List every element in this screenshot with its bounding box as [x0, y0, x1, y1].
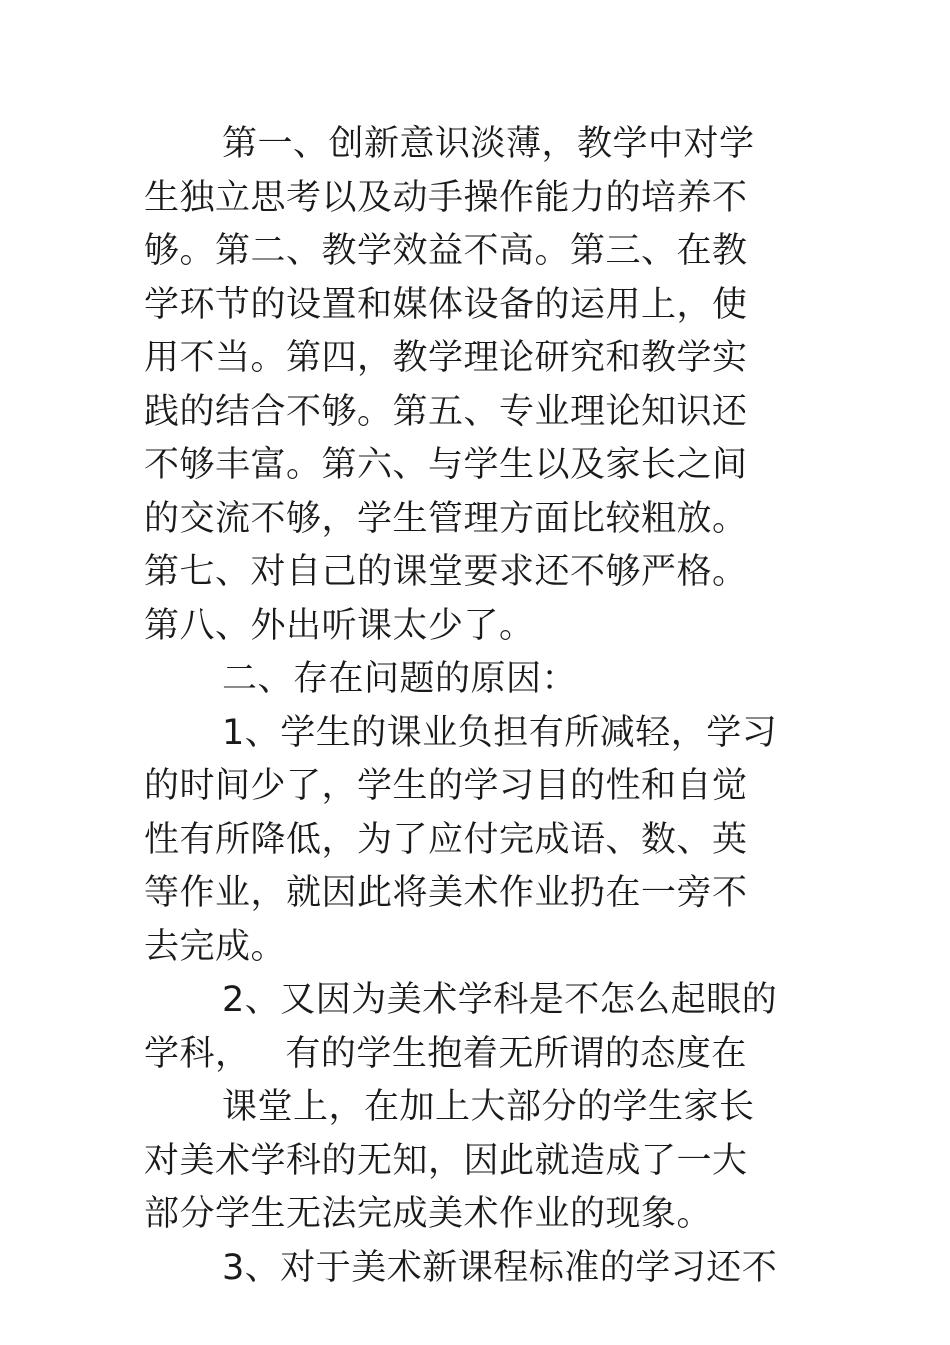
text-line: 践的结合不够。第五、专业理论知识还: [144, 391, 748, 432]
text-line: 性有所降低，为了应付完成语、数、英: [144, 819, 748, 860]
text-line: 去完成。: [144, 926, 287, 967]
text-line: 部分学生无法完成美术作业的现象。: [144, 1194, 713, 1234]
text-line: 3、对于美术新课程标准的学习还不: [222, 1247, 778, 1288]
text-line: 第一、创新意识淡薄，教学中对学: [222, 124, 755, 164]
text-line: 不够丰富。第六、与学生以及家长之间: [144, 445, 748, 485]
text-line: 的时间少了，学生的学习目的性和自觉: [144, 766, 748, 806]
body-text: [144, 118, 824, 1295]
text-line: 生独立思考以及动手操作能力的培养不: [144, 177, 748, 218]
text-line: 用不当。第四，教学理论研究和教学实: [144, 338, 748, 378]
text-line: 课堂上，在加上大部分的学生家长: [222, 1087, 755, 1127]
text-line: 对美术学科的无知，因此就造成了一大: [144, 1140, 748, 1181]
text-line: 第八、外出听课太少了。: [144, 605, 535, 646]
text-line: 第七、对自己的课堂要求还不够严格。: [144, 552, 748, 592]
text-line: 1、学生的课业负担有所减轻，学习: [222, 712, 778, 753]
text-line: 等作业，就因此将美术作业扔在一旁不: [144, 873, 748, 913]
text-line: 的交流不够，学生管理方面比较粗放。: [144, 498, 748, 539]
text-line: 够。第二、教学效益不高。第三、在教: [144, 231, 748, 271]
text-line: 学科， 有的学生抱着无所谓的态度在: [144, 1033, 747, 1074]
text-line: 2、又因为美术学科是不怎么起眼的: [222, 980, 778, 1020]
text-line: 学环节的设置和媒体设备的运用上，使: [144, 284, 748, 325]
text-line: 二、存在问题的原因：: [222, 659, 578, 699]
